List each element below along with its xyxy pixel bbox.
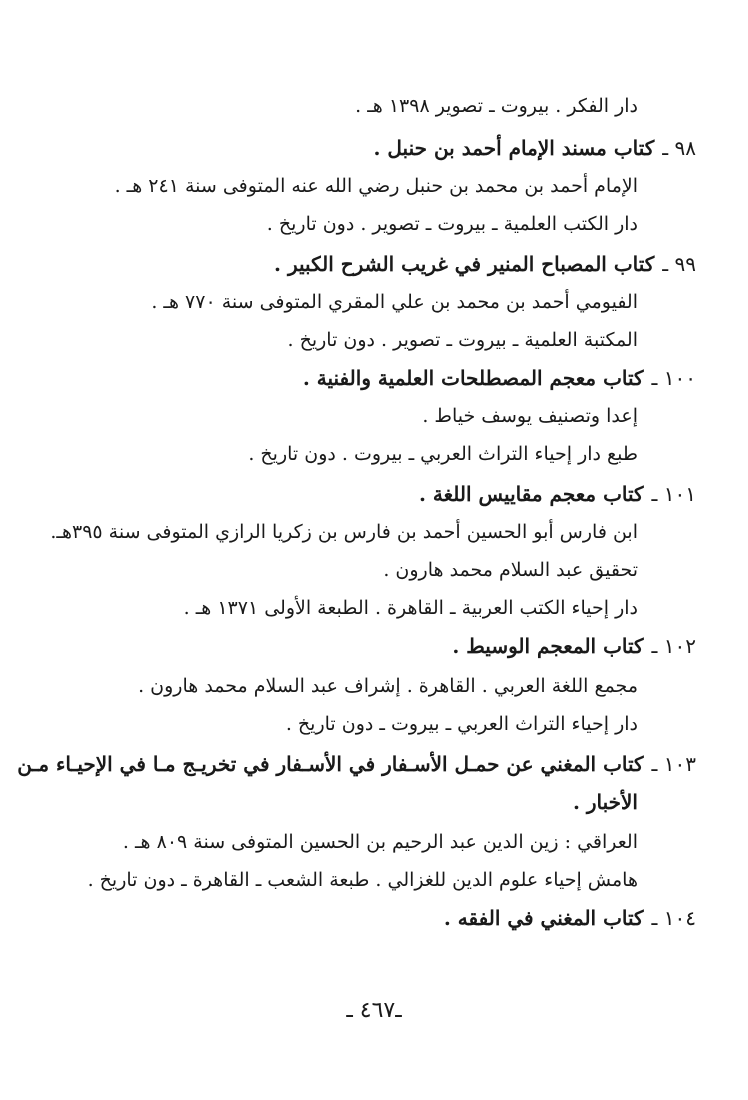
entry-number: ١٠٣ ـ [651,752,696,776]
entry-101-editor: تحقيق عبد السلام محمد هارون . [383,559,638,581]
entry-99-publisher: المكتبة العلمية ـ بيروت ـ تصوير . دون تاريخ . [287,329,638,351]
entry-97-publisher: دار الفكر . بيروت ـ تصوير ١٣٩٨ هـ . [355,95,638,117]
entry-number: ١٠٢ ـ [651,634,696,658]
entry-103-title: ١٠٣ ـكتاب المغني عن حمـل الأسـفار في الأسـفار في تخريـج مـا في الإحيـاء مـن [17,752,696,776]
entry-100-author: إعدا وتصنيف يوسف خياط . [422,405,638,427]
entry-number: ١٠١ ـ [651,482,696,506]
entry-101-publisher: دار إحياء الكتب العربية ـ القاهرة . الطبعة الأولى ١٣٧١ هـ . [183,597,638,619]
entry-100-publisher: طبع دار إحياء التراث العربي ـ بيروت . دون تاريخ . [248,443,638,465]
entry-104-title: ١٠٤ ـكتاب المغني في الفقه . [443,906,696,930]
entry-101-author: ابن فارس أبو الحسين أحمد بن فارس بن زكريا الرازي المتوفى سنة ٣٩٥هـ. [50,521,638,543]
entry-number: ١٠٤ ـ [651,906,696,930]
entry-number: ٩٩ ـ [662,252,696,276]
entry-number: ١٠٠ ـ [651,366,696,390]
entry-98-title: ٩٨ ـكتاب مسند الإمام أحمد بن حنبل . [373,136,696,160]
entry-99-title: ٩٩ ـكتاب المصباح المنير في غريب الشرح الكبير . [274,252,696,276]
entry-102-author: مجمع اللغة العربي . القاهرة . إشراف عبد السلام محمد هارون . [138,675,638,697]
entry-102-publisher: دار إحياء التراث العربي ـ بيروت ـ دون تاريخ . [285,713,638,735]
entry-98-publisher: دار الكتب العلمية ـ بيروت ـ تصوير . دون تاريخ . [266,213,638,235]
entry-number: ٩٨ ـ [662,136,696,160]
entry-103-author: العراقي : زين الدين عبد الرحيم بن الحسين المتوفى سنة ٨٠٩ هـ . [122,831,638,853]
entry-99-author: الفيومي أحمد بن محمد بن علي المقري المتوفى سنة ٧٧٠ هـ . [151,291,638,313]
entry-102-title: ١٠٢ ـكتاب المعجم الوسيط . [452,634,696,658]
entry-103-title-continued: الأخبار . [572,790,638,814]
page-number: ـ٤٦٧ ـ [346,998,402,1023]
entry-103-publisher: هامش إحياء علوم الدين للغزالي . طبعة الشعب ـ القاهرة ـ دون تاريخ . [87,869,638,891]
entry-98-author: الإمام أحمد بن محمد بن حنبل رضي الله عنه المتوفى سنة ٢٤١ هـ . [114,175,638,197]
entry-101-title: ١٠١ ـكتاب معجم مقاييس اللغة . [419,482,696,506]
entry-100-title: ١٠٠ ـكتاب معجم المصطلحات العلمية والفنية . [302,366,696,390]
